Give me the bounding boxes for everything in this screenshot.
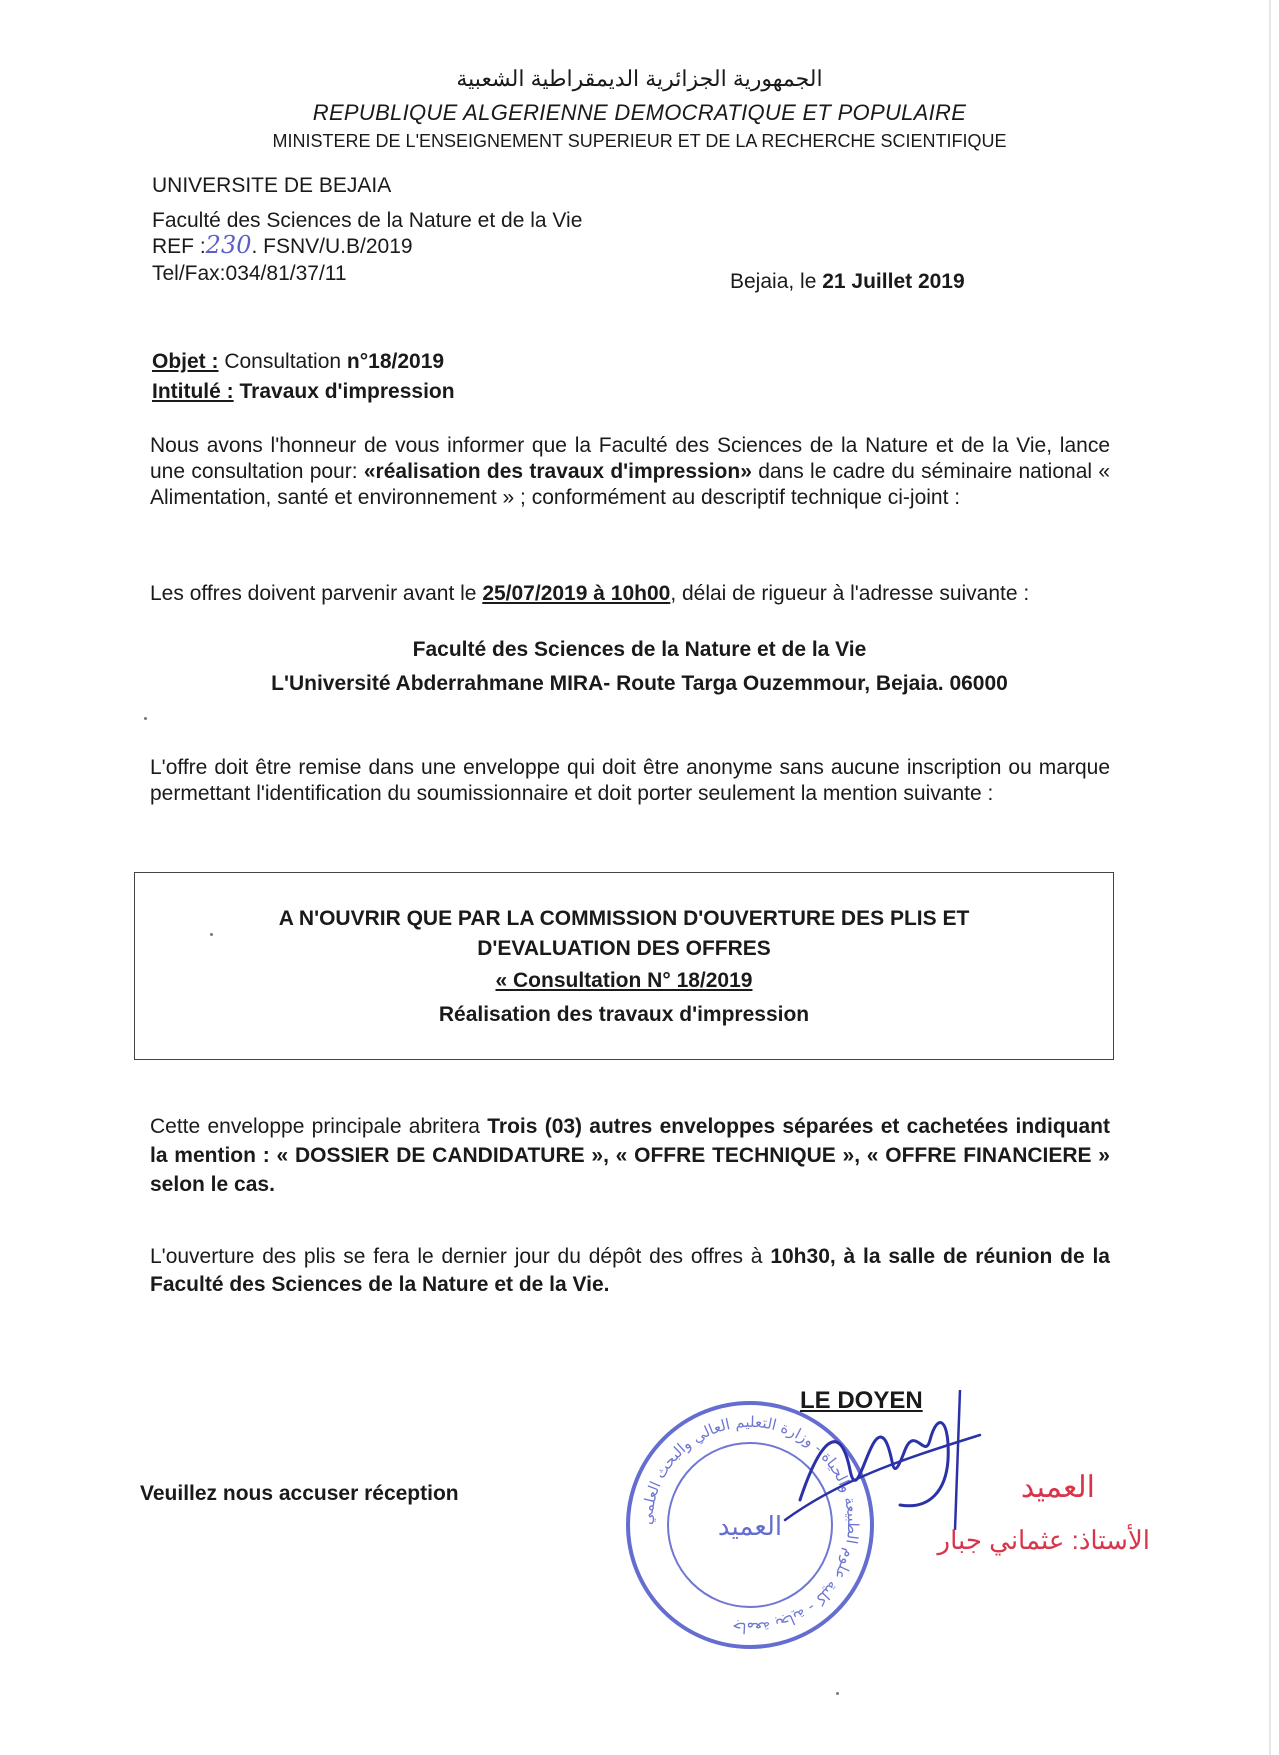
p1-bold: «réalisation des travaux d'impression»: [363, 460, 752, 483]
date-prefix: Bejaia, le: [730, 270, 823, 293]
page-edge: [1269, 0, 1271, 1755]
arabic-header: الجمهورية الجزائرية الديمقراطية الشعبية: [456, 66, 823, 91]
intitule-label: Intitulé :: [152, 380, 234, 403]
objet-text: Consultation: [218, 350, 347, 373]
ref-number-handwritten: 230: [205, 231, 252, 259]
republic-title: REPUBLIQUE ALGERIENNE DEMOCRATIQUE ET POPULAIRE: [312, 100, 967, 125]
ref-suffix: . FSNV/U.B/2019: [251, 235, 413, 258]
paragraph-intro: [150, 433, 1110, 511]
p1-start: Nous avons l'honneur de vous informer que la Faculté des Sciences de la Nature et de la Vie, lance une consultation pour:: [150, 434, 1110, 483]
objet-number: n°18/2019: [346, 350, 445, 373]
intitule-line: [152, 377, 455, 407]
address-line-2: L'Université Abderrahmane MIRA- Route Targa Ouzemmour, Bejaia. 06000: [271, 672, 1008, 695]
signatory-title: LE DOYEN: [800, 1387, 923, 1414]
p4-bold: Trois (03) autres enveloppes séparées et cachetées indiquant la mention : « DOSSIER DE CANDIDATURE », « OFFRE TECHNIQUE », « OFFRE FINANCIERE » selon le cas.: [150, 1115, 1110, 1196]
subject-block: [152, 347, 455, 407]
arabic-dean-title: العميد: [1020, 1471, 1095, 1504]
telfax: Tel/Fax:034/81/37/11: [152, 262, 347, 285]
paragraph-envelope: L'offre doit être remise dans une enveloppe qui doit être anonyme sans aucune inscription ou marque permettant l'identification du soumissionnaire et doit porter seulement la mention suivante :: [150, 756, 1110, 805]
ref-prefix: REF :: [152, 235, 206, 258]
p5-start: L'ouverture des plis se fera le dernier jour du dépôt des offres à: [150, 1245, 771, 1268]
scan-speck: [836, 1692, 839, 1695]
stamp-ring-text: جامعة بجاية - كلية علوم الطبيعة والحياة - وزارة التعليم العالي والبحث العلمي: [637, 1412, 863, 1638]
stamp-center-text: العميد: [717, 1512, 783, 1542]
objet-label: Objet :: [152, 350, 219, 373]
date-value: 21 Juillet 2019: [822, 270, 965, 293]
arabic-dean-name: الأستاذ: عثماني جبار: [937, 1525, 1150, 1555]
ministry-title: MINISTERE DE L'ENSEIGNEMENT SUPERIEUR ET DE LA RECHERCHE SCIENTIFIQUE: [272, 131, 1007, 151]
p5-bold: 10h30, à la salle de réunion de la Faculté des Sciences de la Nature et de la Vie.: [150, 1245, 1110, 1296]
objet-line: [152, 347, 455, 377]
p1-end: dans le cadre du séminaire national « Alimentation, santé et environnement » ; conformément au descriptif technique ci-joint :: [150, 460, 1111, 509]
box-line-1: A N'OUVRIR QUE PAR LA COMMISSION D'OUVERTURE DES PLIS ET: [278, 907, 970, 930]
university-name: UNIVERSITE DE BEJAIA: [152, 174, 392, 197]
box-line-4: Réalisation des travaux d'impression: [438, 1003, 810, 1026]
letter-date: [730, 270, 965, 294]
scan-speck: [210, 933, 213, 936]
p2-end: , délai de rigueur à l'adresse suivante :: [670, 582, 1030, 605]
paragraph-deadline: [150, 581, 1110, 607]
intitule-text: Travaux d'impression: [233, 380, 455, 403]
box-line-2: D'EVALUATION DES OFFRES: [477, 937, 771, 960]
faculty-name: Faculté des Sciences de la Nature et de la Vie: [152, 209, 583, 232]
reference-line: [152, 231, 413, 261]
box-line-3: « Consultation N° 18/2019: [495, 969, 753, 992]
p2-deadline: 25/07/2019 à 10h00: [482, 582, 671, 605]
scan-speck: [144, 717, 147, 720]
paragraph-opening: [150, 1243, 1110, 1299]
envelope-mention-box: [134, 872, 1114, 1060]
p4-start: Cette enveloppe principale abritera: [150, 1115, 488, 1138]
acknowledge-text: Veuillez nous accuser réception: [140, 1482, 459, 1505]
address-line-1: Faculté des Sciences de la Nature et de la Vie: [412, 638, 867, 661]
p2-start: Les offres doivent parvenir avant le: [150, 582, 483, 605]
paragraph-inner-envelopes: [150, 1112, 1110, 1199]
box-line-3-wrap: [135, 969, 1113, 993]
